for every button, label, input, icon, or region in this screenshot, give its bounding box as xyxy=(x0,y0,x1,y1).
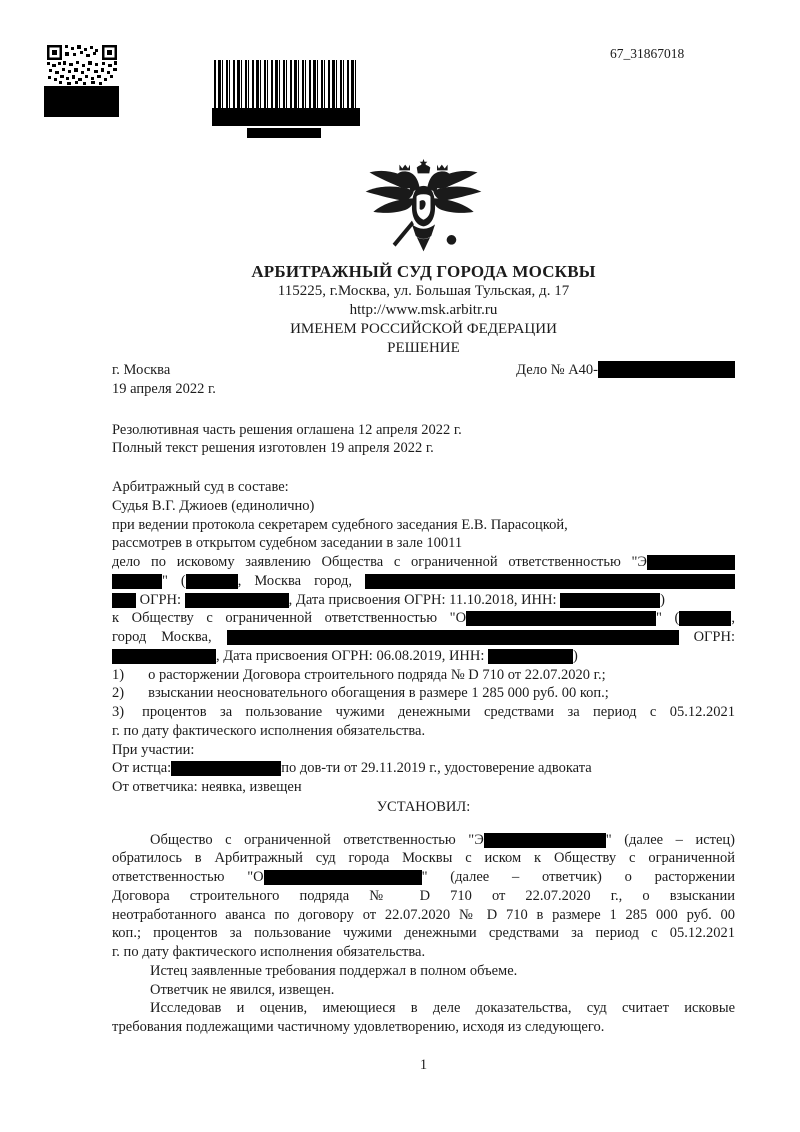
redaction xyxy=(598,361,735,378)
text-segment: , Дата присвоения ОГРН: 06.08.2019, ИНН: xyxy=(216,647,489,664)
text-segment: о расторжении Договора строительного подряда № D 710 от 22.07.2020 г.; xyxy=(148,666,606,683)
text-line xyxy=(112,647,735,666)
redaction xyxy=(112,649,216,664)
text-line xyxy=(112,684,735,703)
text-segment: , xyxy=(731,610,736,627)
text-line xyxy=(112,868,735,887)
redaction xyxy=(488,649,573,664)
text-line xyxy=(112,999,735,1018)
text-segment: Арбитражный суд в составе: xyxy=(112,479,289,495)
text-segment: " (далее – ответчик) о расторжении xyxy=(421,869,735,885)
text-line xyxy=(112,759,735,778)
text-line xyxy=(112,628,735,647)
resolutive-date-line: Резолютивная часть решения оглашена 12 апреля 2022 г. xyxy=(112,421,462,438)
text-segment: процентов за пользование чужими денежными средствами за период с 05.12.2021 xyxy=(142,704,735,720)
redaction xyxy=(365,574,735,589)
case-header-row xyxy=(112,361,735,380)
redaction xyxy=(186,574,238,589)
text-line xyxy=(112,887,735,906)
text-line xyxy=(112,478,735,497)
court-address: 115225, г.Москва, ул. Большая Тульская, д. 17 xyxy=(277,283,570,299)
text-segment: к Обществу с ограниченной ответственностью "О xyxy=(112,610,467,627)
letterhead xyxy=(112,262,735,358)
text-line xyxy=(112,666,735,685)
text-line xyxy=(112,497,735,516)
text-line xyxy=(112,778,735,797)
text-segment: 1) xyxy=(112,666,125,683)
text-line xyxy=(112,741,735,760)
redaction xyxy=(112,593,136,608)
coat-of-arms-icon xyxy=(356,158,491,260)
text-line xyxy=(112,924,735,943)
text-segment: При участии: xyxy=(112,741,195,758)
case-number xyxy=(516,361,735,380)
text-segment: От истца: xyxy=(112,760,172,777)
redaction xyxy=(185,593,289,608)
text-segment: " (далее – истец) xyxy=(605,831,735,848)
text-line xyxy=(112,534,735,553)
document-content xyxy=(112,158,735,1074)
text-segment: город Москва, xyxy=(112,629,227,645)
decision-body xyxy=(112,831,735,1037)
in-the-name-line: ИМЕНЕМ РОССИЙСКОЙ ФЕДЕРАЦИИ xyxy=(290,321,557,337)
text-segment: , Дата присвоения ОГРН: 11.10.2018, ИНН: xyxy=(288,591,561,608)
text-segment: обратилось в Арбитражный суд города Москвы с иском к Обществу с ограниченной xyxy=(112,850,735,867)
decision-date: 19 апреля 2022 г. xyxy=(112,380,216,397)
text-line xyxy=(112,591,735,610)
text-line xyxy=(112,962,735,981)
text-segment: требования подлежащими частичному удовлетворению, исходя из следующего. xyxy=(112,1019,605,1035)
text-segment: неотработанного аванса по договору от 22.07.2020 № D 710 в размере 1 285 000 руб. 00 xyxy=(112,906,735,923)
text-segment: Общество с ограниченной ответственностью "Э xyxy=(150,831,484,848)
court-website: http://www.msk.arbitr.ru xyxy=(349,302,498,318)
text-segment: 2) xyxy=(112,685,125,702)
document-number: 67_31867018 xyxy=(610,46,685,61)
text-line xyxy=(112,516,735,535)
text-line xyxy=(112,553,735,572)
redaction xyxy=(466,611,656,626)
qr-code-pattern xyxy=(47,45,117,85)
redaction xyxy=(212,108,360,126)
coat-of-arms xyxy=(112,158,735,262)
text-segment: ) xyxy=(660,591,665,608)
text-segment: ОГРН: xyxy=(136,591,185,608)
text-segment: по дов-ти от 29.11.2019 г., удостоверение адвоката xyxy=(281,760,592,777)
decision-title: РЕШЕНИЕ xyxy=(387,340,460,356)
redaction xyxy=(247,128,321,138)
text-segment: 3) xyxy=(112,704,125,720)
text-line xyxy=(112,703,735,722)
text-segment: г. по дату фактического исполнения обязательства. xyxy=(112,722,426,739)
text-line xyxy=(112,906,735,925)
text-line xyxy=(112,722,735,741)
text-segment: коп.; процентов за пользование чужими денежными средствами за период с 05.12.2021 xyxy=(112,925,735,942)
text-line xyxy=(112,572,735,591)
text-line xyxy=(112,981,735,1000)
text-segment: ) xyxy=(573,647,578,664)
text-segment: Исследовав и оценив, имеющиеся в деле доказательства, суд считает исковые xyxy=(150,1000,735,1017)
qr-code xyxy=(44,45,119,117)
text-segment: " ( xyxy=(656,610,680,627)
barcode-bars xyxy=(214,60,359,108)
redaction xyxy=(560,593,660,608)
case-intro xyxy=(112,478,735,797)
text-segment: г. по дату фактического исполнения обязательства. xyxy=(112,944,426,960)
text-segment: " ( xyxy=(162,572,186,589)
text-segment: Ответчик не явился, извещен. xyxy=(150,981,335,998)
announcement-block xyxy=(112,421,735,459)
text-segment: Судья В.Г. Джиоев (единолично) xyxy=(112,497,315,514)
text-segment: ОГРН: xyxy=(678,629,735,645)
redaction xyxy=(227,630,679,645)
text-segment: рассмотрев в открытом судебном заседании в зале 10011 xyxy=(112,535,463,552)
text-segment: дело по исковому заявлению Общества с ограниченной ответственностью "Э xyxy=(112,554,647,570)
text-segment: взыскании неосновательного обогащения в размере 1 285 000 руб. 00 коп.; xyxy=(148,685,609,702)
text-segment: Истец заявленные требования поддержал в полном объеме. xyxy=(150,962,518,979)
court-name: АРБИТРАЖНЫЙ СУД ГОРОДА МОСКВЫ xyxy=(251,262,596,281)
barcode xyxy=(212,60,360,138)
ustanovil-heading: УСТАНОВИЛ: xyxy=(376,798,471,815)
redaction xyxy=(112,574,162,589)
redaction xyxy=(679,611,731,626)
text-segment: От ответчика: неявка, извещен xyxy=(112,779,302,795)
text-line xyxy=(112,831,735,850)
text-line xyxy=(112,943,735,962)
redaction xyxy=(484,833,606,848)
case-number-label: Дело № А40- xyxy=(516,362,598,378)
text-segment: ответственностью "О xyxy=(112,869,264,885)
redaction xyxy=(264,870,422,885)
city-label: г. Москва xyxy=(112,362,171,378)
text-segment: Договора строительного подряда № D 710 от 22.07.2020 г., о взыскании xyxy=(112,887,735,904)
redaction xyxy=(647,555,735,570)
text-line xyxy=(112,1018,735,1037)
page-number: 1 xyxy=(419,1056,428,1073)
text-segment: , Москва город, xyxy=(237,572,365,589)
text-line xyxy=(112,849,735,868)
text-segment: при ведении протокола секретарем судебного заседания Е.В. Парасоцкой, xyxy=(112,516,568,533)
redaction xyxy=(44,86,119,117)
text-line xyxy=(112,609,735,628)
full-text-date-line: Полный текст решения изготовлен 19 апреля 2022 г. xyxy=(112,440,434,457)
redaction xyxy=(171,761,281,776)
